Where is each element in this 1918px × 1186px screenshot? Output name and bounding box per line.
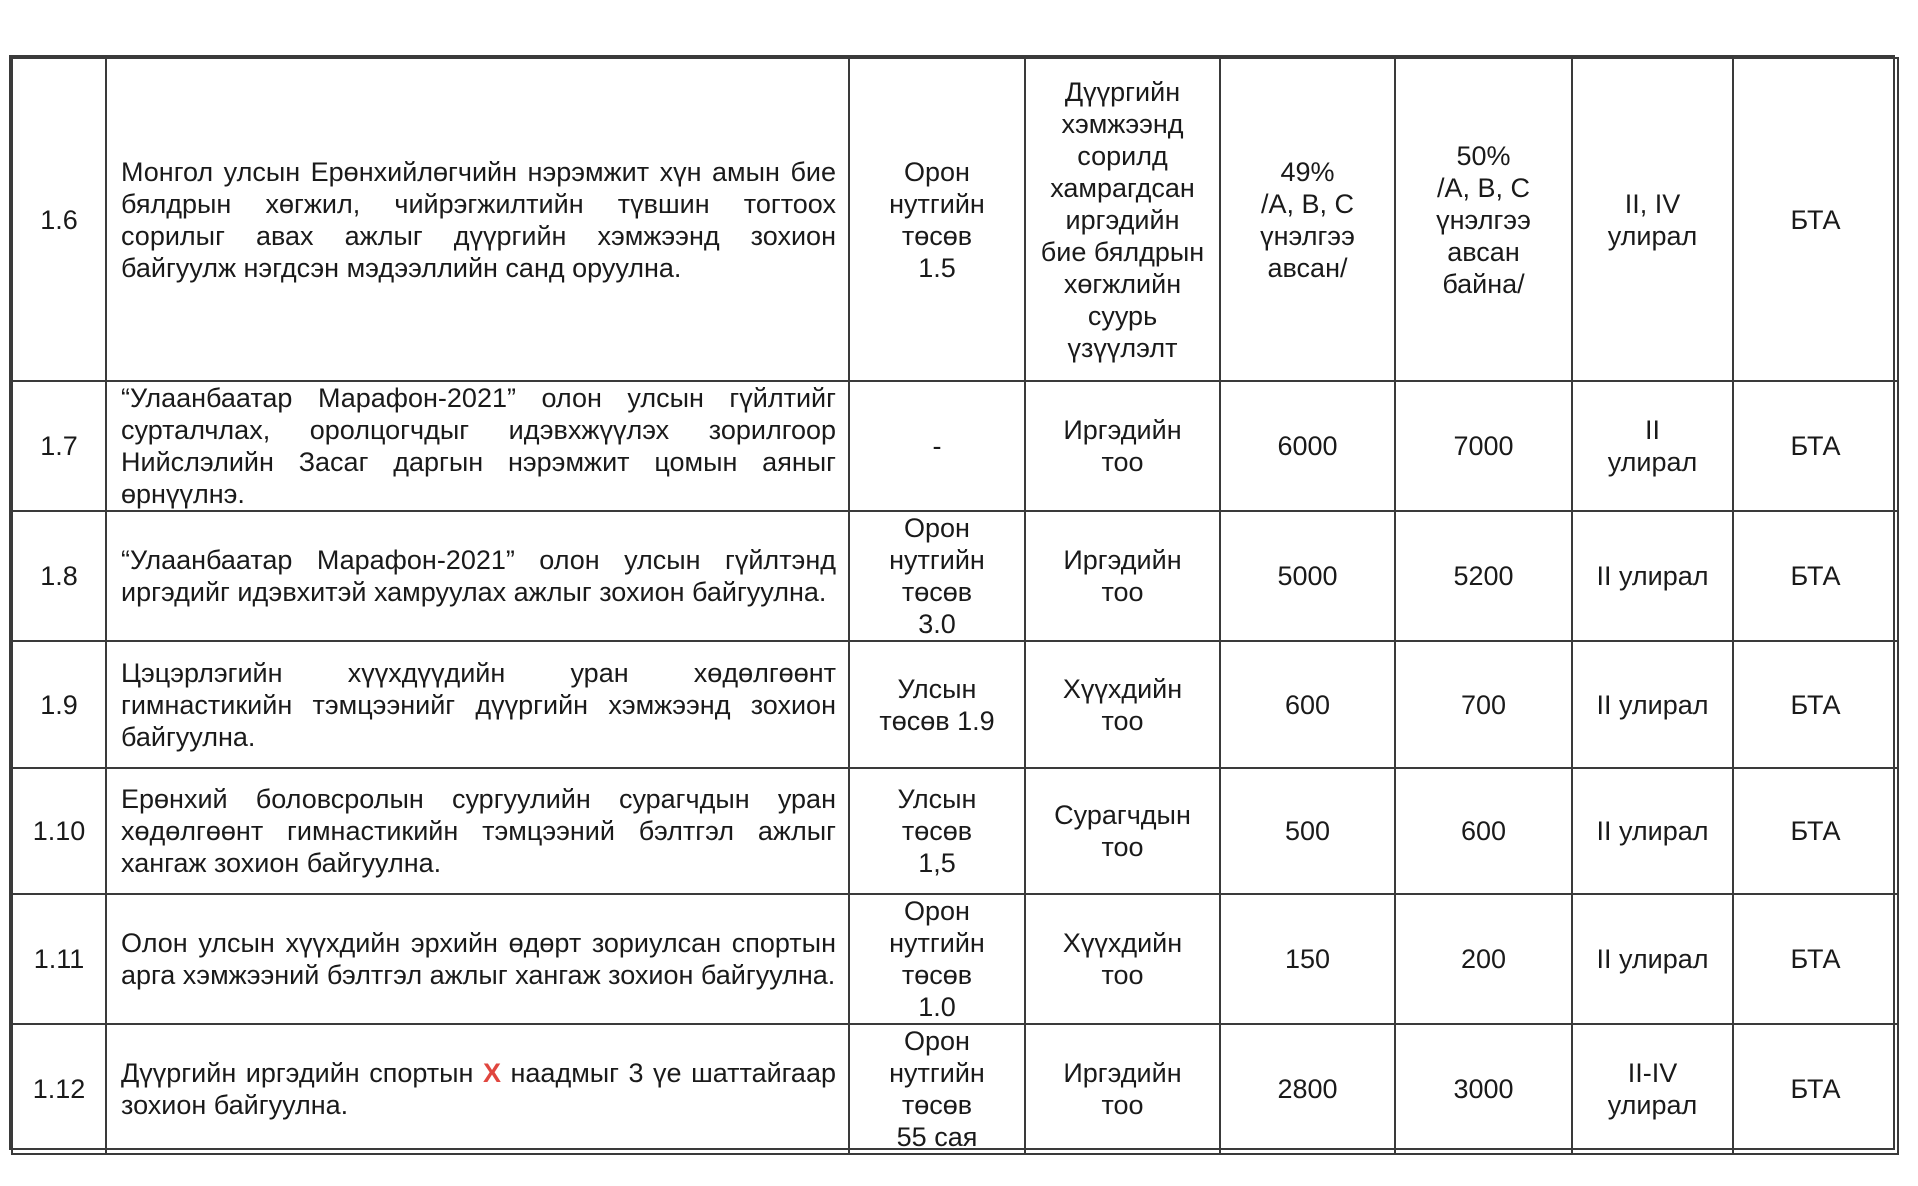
row-number: 1.6	[12, 58, 106, 381]
table-row	[12, 58, 1898, 381]
funding-source: Улсын төсөв 1.9	[849, 641, 1025, 768]
table-row	[12, 1024, 1898, 1154]
task-text-start: Дүүргийн иргэдийн спортын	[121, 1058, 474, 1088]
baseline-value: 600	[1220, 641, 1395, 768]
row-number: 1.8	[12, 511, 106, 641]
task-description: Олон улсын хүүхдийн эрхийн өдөрт зориулсан спортын арга хэмжээний бэлтгэл ажлыг хангаж зохион байгуулна.	[106, 894, 849, 1024]
table-row	[12, 641, 1898, 768]
task-description: Монгол улсын Ерөнхийлөгчийн нэрэмжит хүн амын бие бялдрын хөгжил, чийрэгжилтийн түвшин тогтоох сорилыг авах ажлыг дүүргийн хэмжээнд зохион байгуулж нэгдсэн мэдээллийн санд оруулна.	[106, 58, 849, 381]
indicator: Хүүхдийн тоо	[1025, 894, 1220, 1024]
row-number: 1.7	[12, 381, 106, 511]
responsible-unit: БТА	[1733, 894, 1898, 1024]
action-plan-table	[11, 57, 1899, 1155]
task-description: Цэцэрлэгийн хүүхдүүдийн уран хөдөлгөөнт гимнастикийн тэмцээнийг дүүргийн хэмжээнд зохион байгуулна.	[106, 641, 849, 768]
period: II улирал	[1572, 894, 1733, 1024]
period: II-IV улирал	[1572, 1024, 1733, 1154]
funding-source: -	[849, 381, 1025, 511]
task-description: Ерөнхий боловсролын сургуулийн сурагчдын уран хөдөлгөөнт гимнастикийн тэмцээний бэлтгэл ажлыг хангаж зохион байгуулна.	[106, 768, 849, 894]
target-value: 5200	[1395, 511, 1572, 641]
responsible-unit: БТА	[1733, 381, 1898, 511]
responsible-unit: БТА	[1733, 511, 1898, 641]
indicator: Дүүргийн хэмжээнд сорилд хамрагдсан иргэдийн бие бялдрын хөгжлийн суурь үзүүлэлт	[1025, 58, 1220, 381]
row-number: 1.10	[12, 768, 106, 894]
target-value: 600	[1395, 768, 1572, 894]
target-value: 200	[1395, 894, 1572, 1024]
indicator: Иргэдийн тоо	[1025, 511, 1220, 641]
baseline-value: 500	[1220, 768, 1395, 894]
responsible-unit: БТА	[1733, 58, 1898, 381]
funding-source: Орон нутгийн төсөв 55 сая	[849, 1024, 1025, 1154]
baseline-value: 2800	[1220, 1024, 1395, 1154]
funding-source: Орон нутгийн төсөв 1.5	[849, 58, 1025, 381]
target-value: 3000	[1395, 1024, 1572, 1154]
indicator: Иргэдийн тоо	[1025, 1024, 1220, 1154]
indicator: Хүүхдийн тоо	[1025, 641, 1220, 768]
baseline-value: 5000	[1220, 511, 1395, 641]
period: II улирал	[1572, 381, 1733, 511]
task-description	[106, 1024, 849, 1154]
plan-table-container	[9, 55, 1895, 1150]
indicator: Иргэдийн тоо	[1025, 381, 1220, 511]
funding-source: Орон нутгийн төсөв 3.0	[849, 511, 1025, 641]
funding-source: Улсын төсөв 1,5	[849, 768, 1025, 894]
target-value: 50% /А, В, С үнэлгээ авсан байна/	[1395, 58, 1572, 381]
period: II улирал	[1572, 641, 1733, 768]
x-mark-annotation: X	[482, 1058, 501, 1088]
target-value: 7000	[1395, 381, 1572, 511]
task-description: “Улаанбаатар Марафон-2021” олон улсын гүйлтийг сурталчлах, оролцогчдыг идэвхжүүлэх зорилгоор Нийслэлийн Засаг даргын нэрэмжит цомын аяныг өрнүүлнэ.	[106, 381, 849, 511]
indicator: Сурагчдын тоо	[1025, 768, 1220, 894]
task-text-end: наадмыг 3 үе шаттайгаар зохион байгуулна.	[121, 1058, 836, 1120]
row-number: 1.9	[12, 641, 106, 768]
period: II улирал	[1572, 511, 1733, 641]
baseline-value: 150	[1220, 894, 1395, 1024]
funding-source: Орон нутгийн төсөв 1.0	[849, 894, 1025, 1024]
row-number: 1.12	[12, 1024, 106, 1154]
table-row	[12, 894, 1898, 1024]
responsible-unit: БТА	[1733, 1024, 1898, 1154]
period: II, IV улирал	[1572, 58, 1733, 381]
task-description: “Улаанбаатар Марафон-2021” олон улсын гүйлтэнд иргэдийг идэвхитэй хамруулах ажлыг зохион байгуулна.	[106, 511, 849, 641]
baseline-value: 6000	[1220, 381, 1395, 511]
baseline-value: 49% /А, В, С үнэлгээ авсан/	[1220, 58, 1395, 381]
responsible-unit: БТА	[1733, 768, 1898, 894]
responsible-unit: БТА	[1733, 641, 1898, 768]
period: II улирал	[1572, 768, 1733, 894]
table-row	[12, 511, 1898, 641]
table-row	[12, 381, 1898, 511]
target-value: 700	[1395, 641, 1572, 768]
table-row	[12, 768, 1898, 894]
row-number: 1.11	[12, 894, 106, 1024]
